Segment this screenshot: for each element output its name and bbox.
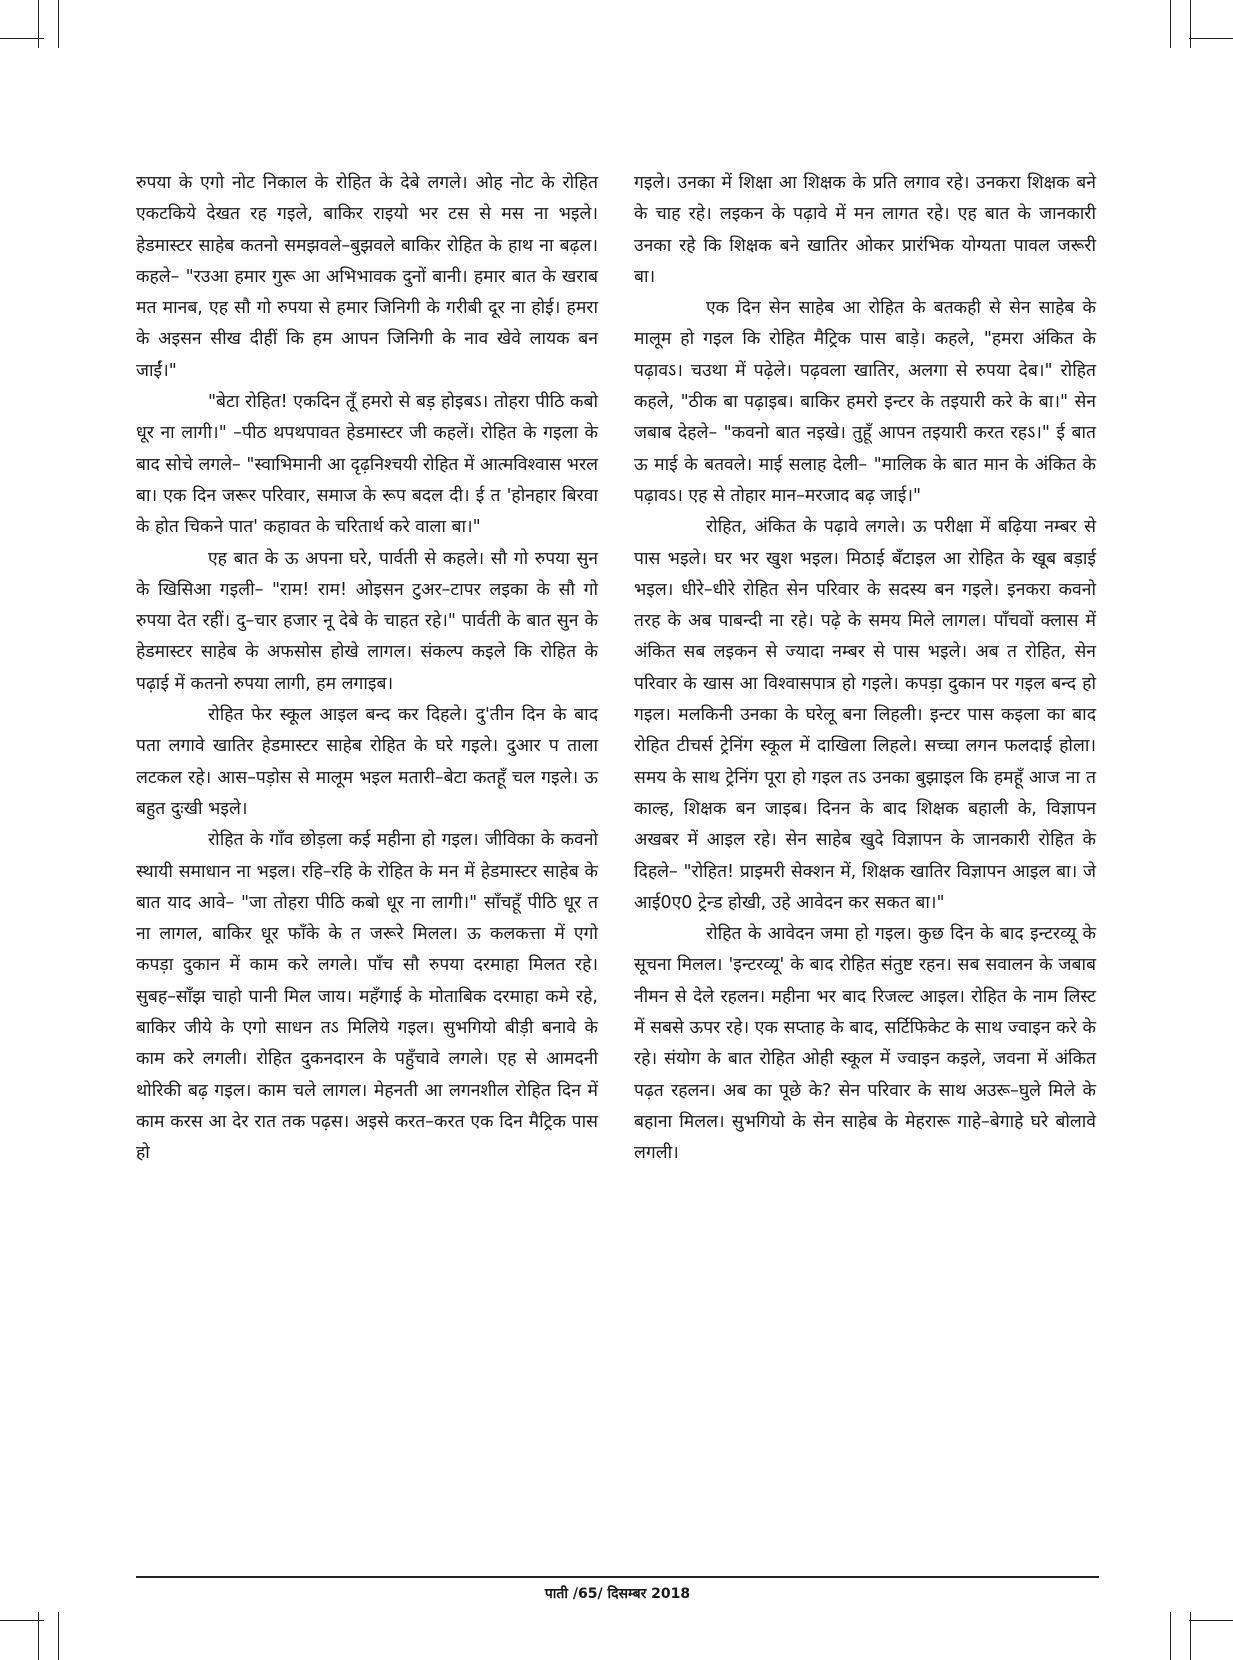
crop-mark: [1170, 1612, 1171, 1660]
crop-mark: [58, 1612, 59, 1660]
crop-mark: [1170, 0, 1171, 48]
paragraph: "बेटा रोहित! एकदिन तूँ हमरो से बड़ होइबऽ। तोहरा पीठि कबो धूर ना लागी।" –पीठ थपथपावत हेडमास्टर जी कहलें। रोहित के गइला के बाद सोचे लगले– "स्वाभिमानी आ दृढ़निश्चयी रोहित में आत्मविश्वास भरल बा। एक दिन जरूर परिवार, समाज के रूप बदल दी। ई त 'होनहार बिरवा के होत चिकने पात' कहावत के चरितार्थ करे वाला बा।": [136, 392, 598, 538]
crop-mark: [58, 0, 59, 48]
paragraph: रुपया के एगो नोट निकाल के रोहित के देबे लगले। ओह नोट के रोहित एकटकिये देखत रह गइले, बाकिर राइयो भर टस से मस ना भइले। हेडमास्टर साहेब कतनो समझवले–बुझवले बाकिर रोहित के हाथ ना बढ़ल। कहले– "रउआ हमार गुरू आ अभिभावक दुनों बानी। हमार बात के खराब मत मानब, एह सौ गो रुपया से हमार जिनिगी के गरीबी दूर ना होई। हमरा के अइसन सीख दीहीं कि हम आपन जिनिगी के नाव खेवे लायक बन जाईं।": [136, 173, 598, 381]
page-body: [136, 168, 1096, 1548]
crop-mark: [38, 0, 39, 48]
paragraph: रोहित, अंकित के पढ़ावे लगले। ऊ परीक्षा में बढ़िया नम्बर से पास भइले। घर भर खुश भइल। मिठाई बँटाइल आ रोहित के खूब बड़ाई भइल। धीरे–धीरे रोहित सेन परिवार के सदस्य बन गइले। इनकरा कवनो तरह के अब पाबन्दी ना रहे। पढ़े के समय मिले लागल। पाँचवों क्लास में अंकित सब लइकन से ज्यादा नम्बर से पास भइले। अब त रोहित, सेन परिवार के खास आ विश्वासपात्र हो गइले। कपड़ा दुकान पर गइल बन्द हो गइल। मलकिनी उनका के घरेलू बना लिहली। इन्टर पास कइला का बाद रोहित टीचर्स ट्रेनिंग स्कूल में दाखिला लिहले। सच्चा लगन फलदाई होला। समय के साथ ट्रेनिंग पूरा हो गइल तऽ उनका बुझाइल कि हमहूँ आज ना त काल्ह, शिक्षक बन जाइब। दिनन के बाद शिक्षक बहाली के, विज्ञापन अखबर में आइल रहे। सेन साहेब खुदे विज्ञापन के जानकारी रोहित के दिहले– "रोहित! प्राइमरी सेक्शन में, शिक्षक खातिर विज्ञापन आइल बा। जे आई0ए0 ट्रेन्ड होखी, उहे आवेदन कर सकत बा।": [634, 517, 1096, 913]
page-footer: पाती /65/ दिसम्बर 2018: [544, 1586, 691, 1602]
paragraph: एक दिन सेन साहेब आ रोहित के बतकही से सेन साहेब के मालूम हो गइल कि रोहित मैट्रिक पास बाड़े। कहले, "हमरा अंकित के पढ़ावऽ। चउथा में पढ़ेले। पढ़वला खातिर, अलगा से रुपया देब।" रोहित कहले, "ठीक बा पढ़ाइब। बाकिर हमरो इन्टर के तइयारी करे के बा।" सेन जबाब देहले– "कवनो बात नइखे। तुहूँ आपन तइयारी करत रहऽ।" ई बात ऊ माई के बतवले। माई सलाह देली– "मालिक के बात मान के अंकित के पढ़ावऽ। एह से तोहार मान–मरजाद बढ़ जाई।": [634, 298, 1096, 506]
crop-mark: [0, 1620, 44, 1621]
paragraph: रोहित फेर स्कूल आइल बन्द कर दिहले। दु'तीन दिन के बाद पता लगावे खातिर हेडमास्टर साहेब रोहित के घरे गइले। दुआर प ताला लटकल रहे। आस–पड़ोस से मालूम भइल मतारी–बेटा कतहूँ चल गइले। ऊ बहुत दुःखी भइले।: [136, 705, 598, 819]
right-column: [634, 168, 1096, 1548]
left-column: [136, 168, 598, 1548]
crop-mark: [1189, 1620, 1233, 1621]
crop-mark: [0, 38, 44, 39]
paragraph: रोहित के गाँव छोड़ला कई महीना हो गइल। जीविका के कवनो स्थायी समाधान ना भइल। रहि–रहि के रोहित के मन में हेडमास्टर साहेब के बात याद आवे– "जा तोहरा पीठि कबो धूर ना लागी।" साँचहूँ पीठि धूर त ना लागल, बाकिर धूर फाँके के त जरूरे मिलल। ऊ कलकत्ता में एगो कपड़ा दुकान में काम करे लगले। पाँच सौ रुपया दरमाहा मिलत रहे। सुबह–साँझ चाहो पानी मिल जाय। महँगाई के मोताबिक दरमाहा कमे रहे, बाकिर जीये के एगो साधन तऽ मिलिये गइल। सुभगियो बीड़ी बनावे के काम करे लगली। रोहित दुकनदारन के पहुँचावे लगले। एह से आमदनी थोरिकी बढ़ गइल। काम चले लागल। मेहनती आ लगनशील रोहित दिन में काम करस आ देर रात तक पढ़स। अइसे करत–करत एक दिन मैट्रिक पास हो: [136, 830, 598, 1164]
crop-mark: [1189, 38, 1233, 39]
paragraph: रोहित के आवेदन जमा हो गइल। कुछ दिन के बाद इन्टरव्यू के सूचना मिलल। 'इन्टरव्यू' के बाद रोहित संतुष्ट रहन। सब सवालन के जबाब नीमन से देले रहलन। महीना भर बाद रिजल्ट आइल। रोहित के नाम लिस्ट में सबसे ऊपर रहे। एक सप्ताह के बाद, सर्टिफिकेट के साथ ज्वाइन करे के रहे। संयोग के बात रोहित ओही स्कूल में ज्वाइन कइले, जवना में अंकित पढ़त रहलन। अब का पूछे के? सेन परिवार के साथ अउरू–घुले मिले के बहाना मिलल। सुभगियो के सेन साहेब के मेहरारू गाहे–बेगाहे घरे बोलावे लगली।: [634, 924, 1096, 1164]
paragraph: गइले। उनका में शिक्षा आ शिक्षक के प्रति लगाव रहे। उनकरा शिक्षक बने के चाह रहे। लइकन के पढ़ावे में मन लागत रहे। एह बात के जानकारी उनका रहे कि शिक्षक बने खातिर ओकर प्रारंभिक योग्यता पावल जरूरी बा।: [634, 173, 1096, 287]
crop-mark: [1190, 0, 1191, 48]
footer-rule: [136, 1576, 1099, 1578]
paragraph: एह बात के ऊ अपना घरे, पार्वती से कहले। सौ गो रुपया सुन के खिसिआ गइली– "राम! राम! ओइसन टुअर–टापर लइका के सौ गो रुपया देत रहीं। दु–चार हजार नू देबे के चाहत रहे।" पार्वती के बात सुन के हेडमास्टर साहेब के अफसोस होखे लागल। संकल्प कइले कि रोहित के पढ़ाई में कतनो रुपया लागी, हम लगाइब।: [136, 548, 598, 694]
